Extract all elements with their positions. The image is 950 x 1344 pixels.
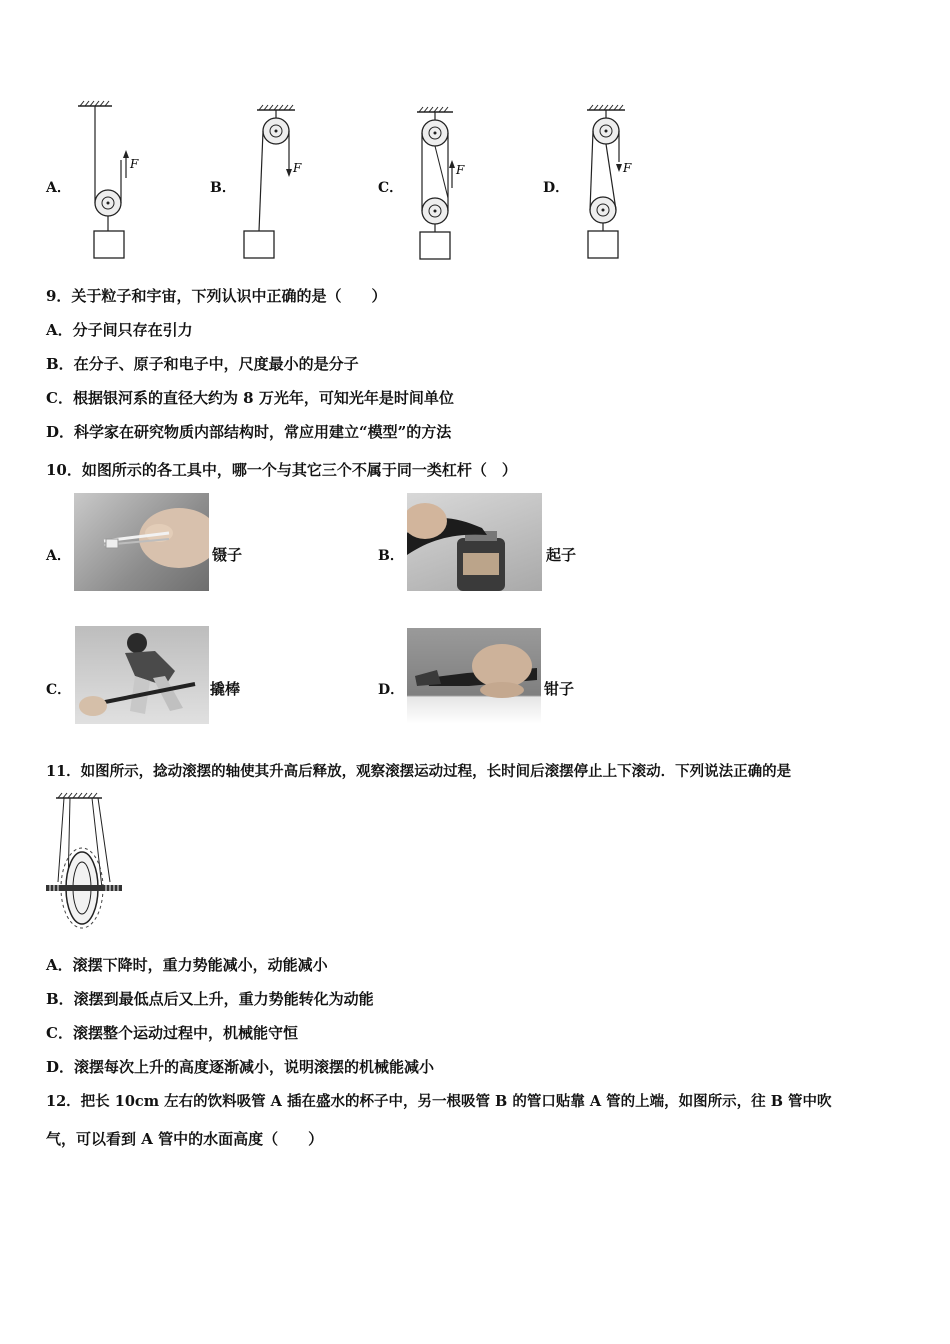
q11-stem: 11．如图所示，捻动滚摆的轴使其升高后释放，观察滚摆运动过程，长时间后滚摆停止上下滚动．下列说法正确的是 bbox=[46, 763, 792, 780]
q10-option-a-letter: A． bbox=[46, 548, 71, 564]
q8-option-b-pulley-diagram bbox=[240, 100, 320, 262]
q8-option-c-pulley-diagram bbox=[405, 100, 485, 262]
q9-option-d: D．科学家在研究物质内部结构时，常应用建立“模型”的方法 bbox=[46, 423, 452, 441]
q11-option-a: A．滚摆下降时，重力势能减小，动能减小 bbox=[46, 956, 328, 974]
q11-option-d: D．滚摆每次上升的高度逐渐减小，说明滚摆的机械能减小 bbox=[46, 1058, 435, 1076]
q10-bottle-opener-photo bbox=[407, 493, 542, 591]
q8-option-c-letter: C． bbox=[378, 180, 404, 196]
q10-option-c-letter: C． bbox=[46, 682, 72, 698]
q11-option-b: B．滚摆到最低点后又上升，重力势能转化为动能 bbox=[46, 990, 374, 1008]
q8-b-force-label: F bbox=[293, 161, 302, 175]
q12-stem-line-1: 12．把长 10cm 左右的饮料吸管 A 插在盛水的杯子中，另一根吸管 B 的管口贴靠 A 管的上端，如图所示，往 B 管中吹 bbox=[46, 1093, 832, 1110]
q8-option-a-letter: A． bbox=[46, 180, 71, 196]
q10-tweezers-photo bbox=[74, 493, 209, 591]
q8-option-a-pulley-diagram bbox=[70, 100, 150, 262]
q10-option-b-label: 起子 bbox=[546, 546, 577, 564]
q10-stem: 10．如图所示的各工具中，哪一个与其它三个不属于同一类杠杆（ ） bbox=[46, 461, 517, 479]
q10-pliers-photo bbox=[407, 628, 541, 724]
q10-option-d-label: 钳子 bbox=[544, 680, 575, 698]
q11-option-c: C．滚摆整个运动过程中，机械能守恒 bbox=[46, 1024, 298, 1042]
q9-option-c: C．根据银河系的直径大约为 8 万光年，可知光年是时间单位 bbox=[46, 389, 454, 407]
q9-option-b: B．在分子、原子和电子中，尺度最小的是分子 bbox=[46, 355, 359, 373]
q8-option-d-pulley-diagram bbox=[575, 100, 655, 262]
q10-option-d-letter: D． bbox=[378, 682, 405, 698]
q8-d-force-label: F bbox=[623, 161, 632, 175]
q12-stem-line-2: 气，可以看到 A 管中的水面高度（ ） bbox=[46, 1130, 324, 1148]
q8-a-force-label: F bbox=[130, 157, 139, 171]
q9-option-a: A．分子间只存在引力 bbox=[46, 321, 193, 339]
q8-c-force-label: F bbox=[456, 163, 465, 177]
q11-maxwell-pendulum-diagram bbox=[44, 792, 126, 932]
q10-option-c-label: 撬棒 bbox=[210, 680, 241, 698]
q10-option-b-letter: B． bbox=[378, 548, 404, 564]
q9-stem: 9．关于粒子和宇宙，下列认识中正确的是（ ） bbox=[46, 287, 387, 305]
q8-option-d-letter: D． bbox=[543, 180, 570, 196]
q10-crowbar-photo bbox=[75, 626, 209, 724]
q10-option-a-label: 镊子 bbox=[212, 546, 243, 564]
q8-option-b-letter: B． bbox=[210, 180, 236, 196]
